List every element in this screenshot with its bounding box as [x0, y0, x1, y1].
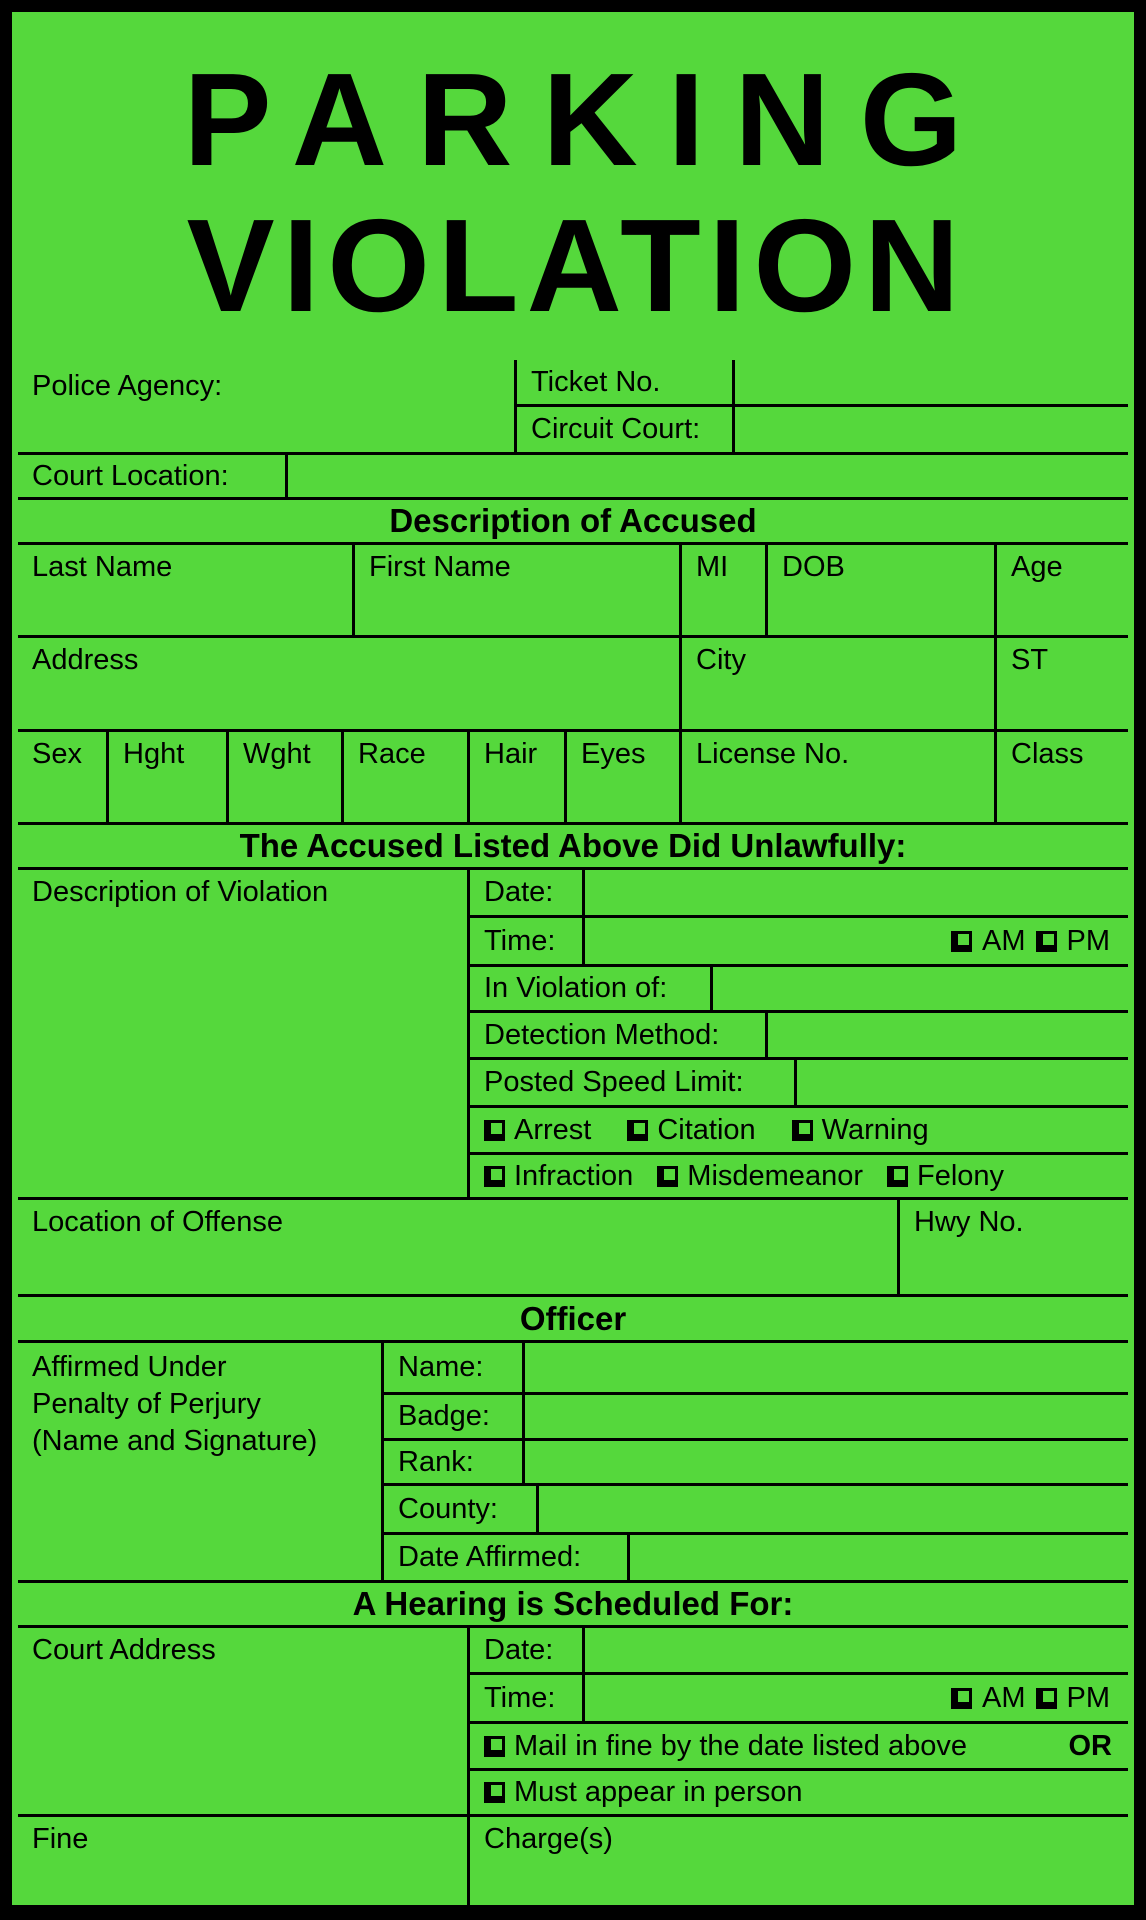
- officer-badge-label-cell: [384, 1395, 525, 1438]
- officer-rank-label: Rank:: [398, 1445, 474, 1478]
- wght-cell[interactable]: [229, 732, 344, 822]
- arrest-label: Arrest: [514, 1113, 592, 1146]
- misdemeanor-checkbox[interactable]: [657, 1166, 678, 1187]
- first-name-cell[interactable]: [355, 545, 682, 635]
- hair-cell[interactable]: [470, 732, 567, 822]
- circuit-court-label-cell: [517, 407, 735, 452]
- officer-header-text: Officer: [519, 1299, 627, 1337]
- class-label: Class: [1011, 738, 1084, 770]
- must-appear-label: Must appear in person: [514, 1776, 803, 1808]
- officer-name-field[interactable]: [525, 1343, 1128, 1392]
- felony-label: Felony: [916, 1159, 1005, 1192]
- circuit-court-field[interactable]: [735, 407, 1128, 452]
- wght-label: Wght: [243, 738, 311, 770]
- misdemeanor-option: [657, 1160, 863, 1193]
- officer-county-label: County:: [398, 1492, 498, 1525]
- affirmed-line-3: (Name and Signature): [32, 1425, 318, 1458]
- last-name-cell[interactable]: [18, 545, 355, 635]
- date-affirmed-label-cell: [384, 1535, 630, 1580]
- race-cell[interactable]: [344, 732, 470, 822]
- violation-date-label: Date:: [484, 876, 554, 908]
- citation-option: [627, 1114, 755, 1147]
- detection-method-field[interactable]: [768, 1013, 1128, 1057]
- hearing-date-field[interactable]: [585, 1628, 1128, 1672]
- hearing-am-checkbox[interactable]: [951, 1688, 972, 1709]
- eyes-label: Eyes: [581, 738, 646, 770]
- officer-block: [18, 1343, 1128, 1583]
- hearing-pm-label: PM: [1066, 1681, 1110, 1714]
- sex-label: Sex: [32, 738, 82, 770]
- first-name-label: First Name: [369, 551, 511, 583]
- in-violation-of-label-cell: [470, 967, 713, 1010]
- felony-option: [887, 1160, 1004, 1193]
- accused-section-header: [18, 500, 1128, 545]
- violation-severity-row: [470, 1155, 1128, 1197]
- warning-checkbox[interactable]: [792, 1120, 813, 1141]
- court-location-label-cell: [18, 455, 288, 497]
- officer-rank-label-cell: [384, 1441, 525, 1483]
- officer-section-header: [18, 1297, 1128, 1343]
- infraction-option: [484, 1160, 633, 1193]
- hair-label: Hair: [484, 738, 538, 770]
- date-affirmed-field[interactable]: [630, 1535, 1128, 1580]
- police-agency-cell[interactable]: [18, 360, 517, 452]
- officer-badge-field[interactable]: [525, 1395, 1128, 1438]
- violation-date-field[interactable]: [585, 870, 1128, 915]
- ticket-page: [12, 12, 1134, 1905]
- class-cell[interactable]: [997, 732, 1128, 822]
- address-label: Address: [32, 644, 139, 676]
- accused-header-text: Description of Accused: [389, 502, 757, 539]
- hearing-time-field[interactable]: [585, 1675, 1128, 1721]
- court-address-cell[interactable]: [18, 1628, 470, 1814]
- must-appear-checkbox[interactable]: [484, 1782, 505, 1803]
- accused-name-row: [18, 545, 1128, 638]
- circuit-court-label: Circuit Court:: [531, 413, 701, 445]
- violation-description-label: Description of Violation: [32, 876, 329, 908]
- must-appear-row: [470, 1771, 1128, 1814]
- sex-cell[interactable]: [18, 732, 109, 822]
- hearing-section-header: [18, 1583, 1128, 1628]
- hght-cell[interactable]: [109, 732, 229, 822]
- court-location-band: [18, 455, 1128, 500]
- violation-date-label-cell: [470, 870, 585, 915]
- mail-in-fine-label: Mail in fine by the date listed above: [514, 1729, 967, 1762]
- officer-county-field[interactable]: [539, 1486, 1128, 1532]
- mail-in-fine-option: [484, 1730, 967, 1763]
- violation-time-label-cell: [470, 918, 585, 964]
- accused-physical-row: [18, 732, 1128, 825]
- last-name-label: Last Name: [32, 551, 173, 583]
- ticket-no-label-cell: [517, 360, 735, 404]
- warning-label: Warning: [821, 1113, 929, 1146]
- court-location-label: Court Location:: [32, 459, 229, 492]
- date-affirmed-label: Date Affirmed:: [398, 1541, 582, 1573]
- violation-block: [18, 870, 1128, 1200]
- city-label: City: [696, 644, 746, 676]
- location-of-offense-label: Location of Offense: [32, 1206, 283, 1238]
- dob-label: DOB: [782, 551, 845, 583]
- hwy-no-cell[interactable]: [900, 1200, 1128, 1294]
- officer-county-label-cell: [384, 1486, 539, 1532]
- hearing-time-label: Time:: [484, 1681, 556, 1714]
- ticket-no-label: Ticket No.: [531, 365, 661, 398]
- violation-pm-checkbox[interactable]: [1036, 931, 1057, 952]
- detection-method-label: Detection Method:: [484, 1018, 720, 1051]
- hearing-ampm-group: [951, 1675, 1128, 1721]
- detection-method-label-cell: [470, 1013, 768, 1057]
- violation-am-label: AM: [982, 924, 1026, 957]
- city-cell[interactable]: [682, 638, 997, 729]
- mail-in-fine-row: [470, 1724, 1128, 1771]
- officer-name-label-cell: [384, 1343, 525, 1392]
- violation-am-checkbox[interactable]: [951, 931, 972, 952]
- race-label: Race: [358, 738, 426, 770]
- in-violation-of-field[interactable]: [713, 967, 1128, 1010]
- affirmed-line-2: Penalty of Perjury: [32, 1388, 261, 1421]
- court-address-label: Court Address: [32, 1634, 216, 1666]
- or-label: OR: [1068, 1729, 1112, 1762]
- police-agency-label: Police Agency:: [32, 370, 223, 402]
- officer-affirmed-cell[interactable]: [18, 1343, 384, 1580]
- charges-cell[interactable]: [470, 1817, 1128, 1905]
- officer-badge-label: Badge:: [398, 1400, 490, 1432]
- age-cell[interactable]: [997, 545, 1128, 635]
- infraction-label: Infraction: [514, 1159, 634, 1192]
- mail-in-fine-checkbox[interactable]: [484, 1736, 505, 1757]
- warning-option: [792, 1114, 929, 1147]
- violation-action-row: [470, 1108, 1128, 1155]
- eyes-cell[interactable]: [567, 732, 682, 822]
- ticket-no-field[interactable]: [735, 360, 1128, 404]
- citation-label: Citation: [657, 1113, 756, 1146]
- violation-header-text: The Accused Listed Above Did Unlawfully:: [239, 827, 907, 864]
- felony-checkbox[interactable]: [887, 1166, 908, 1187]
- location-of-offense-band: [18, 1200, 1128, 1297]
- in-violation-of-label: In Violation of:: [484, 972, 668, 1004]
- hght-label: Hght: [123, 738, 185, 770]
- hearing-time-label-cell: [470, 1675, 585, 1721]
- charges-label: Charge(s): [484, 1823, 613, 1855]
- mi-label: MI: [696, 551, 729, 583]
- title-line-violation: VIOLATION: [186, 192, 968, 339]
- affirmed-line-1: Affirmed Under: [32, 1351, 227, 1383]
- location-of-offense-cell[interactable]: [18, 1200, 900, 1294]
- fine-cell[interactable]: [18, 1817, 470, 1905]
- posted-speed-limit-field[interactable]: [797, 1060, 1128, 1105]
- address-cell[interactable]: [18, 638, 682, 729]
- hearing-pm-checkbox[interactable]: [1036, 1688, 1057, 1709]
- title-block: [18, 12, 1128, 360]
- hwy-no-label: Hwy No.: [914, 1206, 1024, 1238]
- hearing-am-label: AM: [982, 1681, 1026, 1714]
- arrest-checkbox[interactable]: [484, 1120, 505, 1141]
- fine-label: Fine: [32, 1823, 89, 1855]
- citation-checkbox[interactable]: [627, 1120, 648, 1141]
- license-no-label: License No.: [696, 738, 850, 770]
- hearing-header-text: A Hearing is Scheduled For:: [352, 1585, 794, 1622]
- violation-pm-label: PM: [1066, 924, 1110, 957]
- officer-name-label: Name:: [398, 1351, 484, 1383]
- age-label: Age: [1011, 551, 1063, 583]
- hearing-block: [18, 1628, 1128, 1817]
- title-line-parking: PARKING: [183, 46, 993, 193]
- dob-cell[interactable]: [768, 545, 997, 635]
- agency-ticket-band: [18, 360, 1128, 455]
- st-cell[interactable]: [997, 638, 1128, 729]
- infraction-checkbox[interactable]: [484, 1166, 505, 1187]
- accused-address-row: [18, 638, 1128, 732]
- hearing-date-label-cell: [470, 1628, 585, 1672]
- violation-ampm-group: [951, 918, 1128, 964]
- hearing-date-label: Date:: [484, 1633, 554, 1666]
- violation-time-label: Time:: [484, 924, 556, 957]
- mi-cell[interactable]: [682, 545, 768, 635]
- violation-time-field[interactable]: [585, 918, 1128, 964]
- posted-speed-limit-label: Posted Speed Limit:: [484, 1066, 744, 1098]
- arrest-option: [484, 1114, 591, 1147]
- officer-rank-field[interactable]: [525, 1441, 1128, 1483]
- st-label: ST: [1011, 644, 1049, 676]
- license-no-cell[interactable]: [682, 732, 997, 822]
- court-location-field[interactable]: [288, 455, 1128, 497]
- must-appear-option: [484, 1776, 803, 1809]
- fine-charges-band: [18, 1817, 1128, 1905]
- posted-speed-limit-label-cell: [470, 1060, 797, 1105]
- violation-description-cell[interactable]: [18, 870, 470, 1197]
- violation-section-header: [18, 825, 1128, 870]
- misdemeanor-label: Misdemeanor: [687, 1159, 863, 1192]
